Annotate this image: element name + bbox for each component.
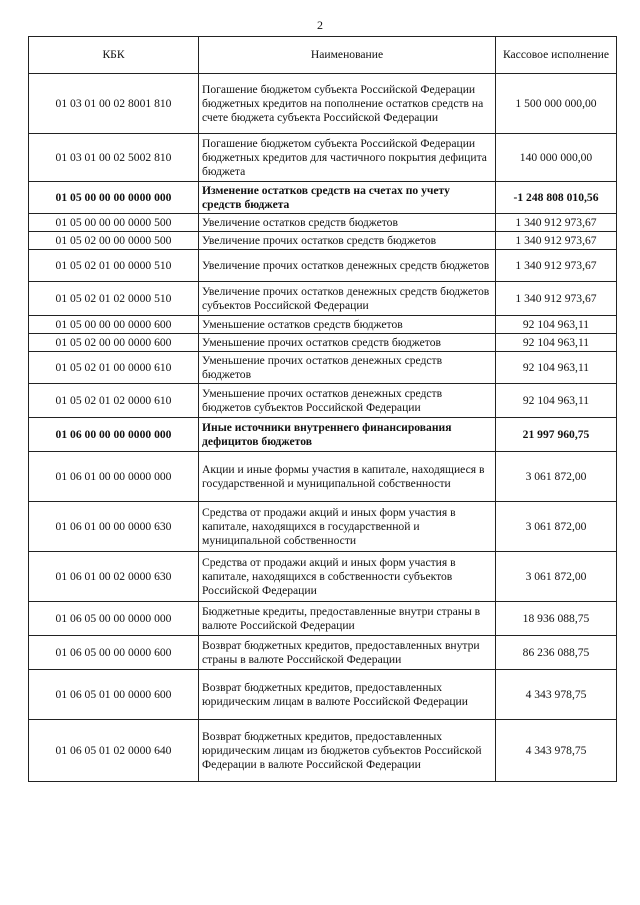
cell-amount: 92 104 963,11 <box>496 384 617 418</box>
cell-code: 01 05 02 01 02 0000 610 <box>29 384 199 418</box>
cell-name: Возврат бюджетных кредитов, предоставленных юридическим лицам из бюджетов субъектов Российской Федерации в валюте Российской Федерации <box>199 720 496 782</box>
cell-name: Уменьшение прочих остатков денежных средств бюджетов <box>199 352 496 384</box>
table-row <box>29 670 617 720</box>
cell-code: 01 06 01 00 02 0000 630 <box>29 552 199 602</box>
cell-code: 01 05 02 01 00 0000 510 <box>29 250 199 282</box>
cell-amount: 4 343 978,75 <box>496 720 617 782</box>
budget-table <box>28 36 617 782</box>
cell-amount: 92 104 963,11 <box>496 316 617 334</box>
table-row <box>29 232 617 250</box>
table-row <box>29 334 617 352</box>
cell-name: Средства от продажи акций и иных форм участия в капитале, находящихся в государственной и муниципальной собственности <box>199 502 496 552</box>
cell-name: Увеличение остатков средств бюджетов <box>199 214 496 232</box>
table-row <box>29 282 617 316</box>
cell-amount: 86 236 088,75 <box>496 636 617 670</box>
cell-code: 01 06 05 00 00 0000 000 <box>29 602 199 636</box>
cell-amount: 1 340 912 973,67 <box>496 250 617 282</box>
table-row <box>29 602 617 636</box>
cell-name: Возврат бюджетных кредитов, предоставленных юридическим лицам в валюте Российской Федерации <box>199 670 496 720</box>
cell-code: 01 06 05 01 00 0000 600 <box>29 670 199 720</box>
cell-amount: 4 343 978,75 <box>496 670 617 720</box>
cell-code: 01 06 00 00 00 0000 000 <box>29 418 199 452</box>
table-row <box>29 452 617 502</box>
table-header-row <box>29 37 617 74</box>
table-row <box>29 182 617 214</box>
cell-amount: -1 248 808 010,56 <box>496 182 617 214</box>
cell-code: 01 05 00 00 00 0000 600 <box>29 316 199 334</box>
cell-code: 01 05 02 01 02 0000 510 <box>29 282 199 316</box>
cell-code: 01 06 05 01 02 0000 640 <box>29 720 199 782</box>
cell-amount: 3 061 872,00 <box>496 552 617 602</box>
cell-amount: 1 500 000 000,00 <box>496 74 617 134</box>
cell-code: 01 03 01 00 02 8001 810 <box>29 74 199 134</box>
table-row <box>29 316 617 334</box>
cell-name: Средства от продажи акций и иных форм участия в капитале, находящихся в собственности субъектов Российской Федерации <box>199 552 496 602</box>
cell-amount: 140 000 000,00 <box>496 134 617 182</box>
cell-amount: 3 061 872,00 <box>496 452 617 502</box>
table-row <box>29 502 617 552</box>
table-row <box>29 74 617 134</box>
cell-code: 01 05 02 01 00 0000 610 <box>29 352 199 384</box>
cell-amount: 92 104 963,11 <box>496 334 617 352</box>
table-row <box>29 352 617 384</box>
cell-name: Уменьшение прочих остатков средств бюджетов <box>199 334 496 352</box>
table-row <box>29 636 617 670</box>
cell-code: 01 06 01 00 00 0000 630 <box>29 502 199 552</box>
cell-amount: 18 936 088,75 <box>496 602 617 636</box>
table-row <box>29 552 617 602</box>
cell-name: Возврат бюджетных кредитов, предоставленных внутри страны в валюте Российской Федерации <box>199 636 496 670</box>
table-row <box>29 384 617 418</box>
cell-code: 01 05 00 00 00 0000 000 <box>29 182 199 214</box>
cell-name: Увеличение прочих остатков денежных средств бюджетов <box>199 250 496 282</box>
cell-code: 01 03 01 00 02 5002 810 <box>29 134 199 182</box>
table-row <box>29 214 617 232</box>
cell-code: 01 05 02 00 00 0000 600 <box>29 334 199 352</box>
header-name: Наименование <box>199 37 496 74</box>
cell-name: Увеличение прочих остатков средств бюджетов <box>199 232 496 250</box>
cell-name: Иные источники внутреннего финансирования дефицитов бюджетов <box>199 418 496 452</box>
cell-name: Бюджетные кредиты, предоставленные внутри страны в валюте Российской Федерации <box>199 602 496 636</box>
page-number: 2 <box>317 18 323 32</box>
cell-amount: 92 104 963,11 <box>496 352 617 384</box>
cell-name: Погашение бюджетом субъекта Российской Федерации бюджетных кредитов на пополнение остатков средств на счете бюджета субъекта Российской Федерации <box>199 74 496 134</box>
cell-name: Акции и иные формы участия в капитале, находящиеся в государственной и муниципальной собственности <box>199 452 496 502</box>
cell-name: Увеличение прочих остатков денежных средств бюджетов субъектов Российской Федерации <box>199 282 496 316</box>
cell-name: Изменение остатков средств на счетах по учету средств бюджета <box>199 182 496 214</box>
cell-name: Уменьшение остатков средств бюджетов <box>199 316 496 334</box>
cell-amount: 21 997 960,75 <box>496 418 617 452</box>
cell-code: 01 06 05 00 00 0000 600 <box>29 636 199 670</box>
header-amount: Кассовое исполнение <box>496 37 617 74</box>
cell-code: 01 05 00 00 00 0000 500 <box>29 214 199 232</box>
cell-name: Уменьшение прочих остатков денежных средств бюджетов субъектов Российской Федерации <box>199 384 496 418</box>
header-code: КБК <box>29 37 199 74</box>
table-row <box>29 720 617 782</box>
cell-amount: 1 340 912 973,67 <box>496 214 617 232</box>
table-row <box>29 250 617 282</box>
cell-amount: 1 340 912 973,67 <box>496 232 617 250</box>
cell-code: 01 05 02 00 00 0000 500 <box>29 232 199 250</box>
table-row <box>29 418 617 452</box>
cell-amount: 3 061 872,00 <box>496 502 617 552</box>
cell-code: 01 06 01 00 00 0000 000 <box>29 452 199 502</box>
table-row <box>29 134 617 182</box>
cell-amount: 1 340 912 973,67 <box>496 282 617 316</box>
cell-name: Погашение бюджетом субъекта Российской Федерации бюджетных кредитов для частичного покрытия дефицита бюджета <box>199 134 496 182</box>
